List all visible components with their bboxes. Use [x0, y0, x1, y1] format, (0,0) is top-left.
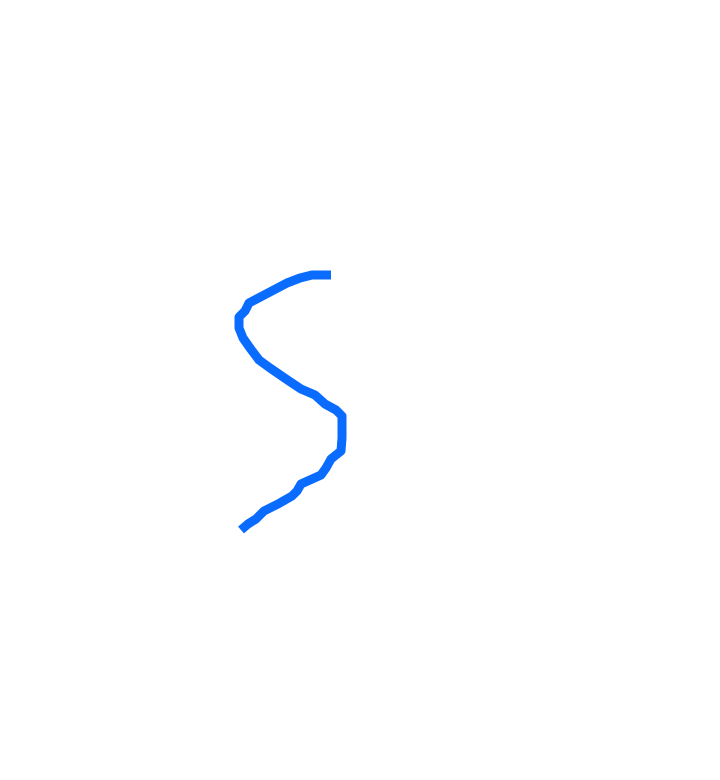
freehand-s-stroke — [239, 275, 342, 530]
